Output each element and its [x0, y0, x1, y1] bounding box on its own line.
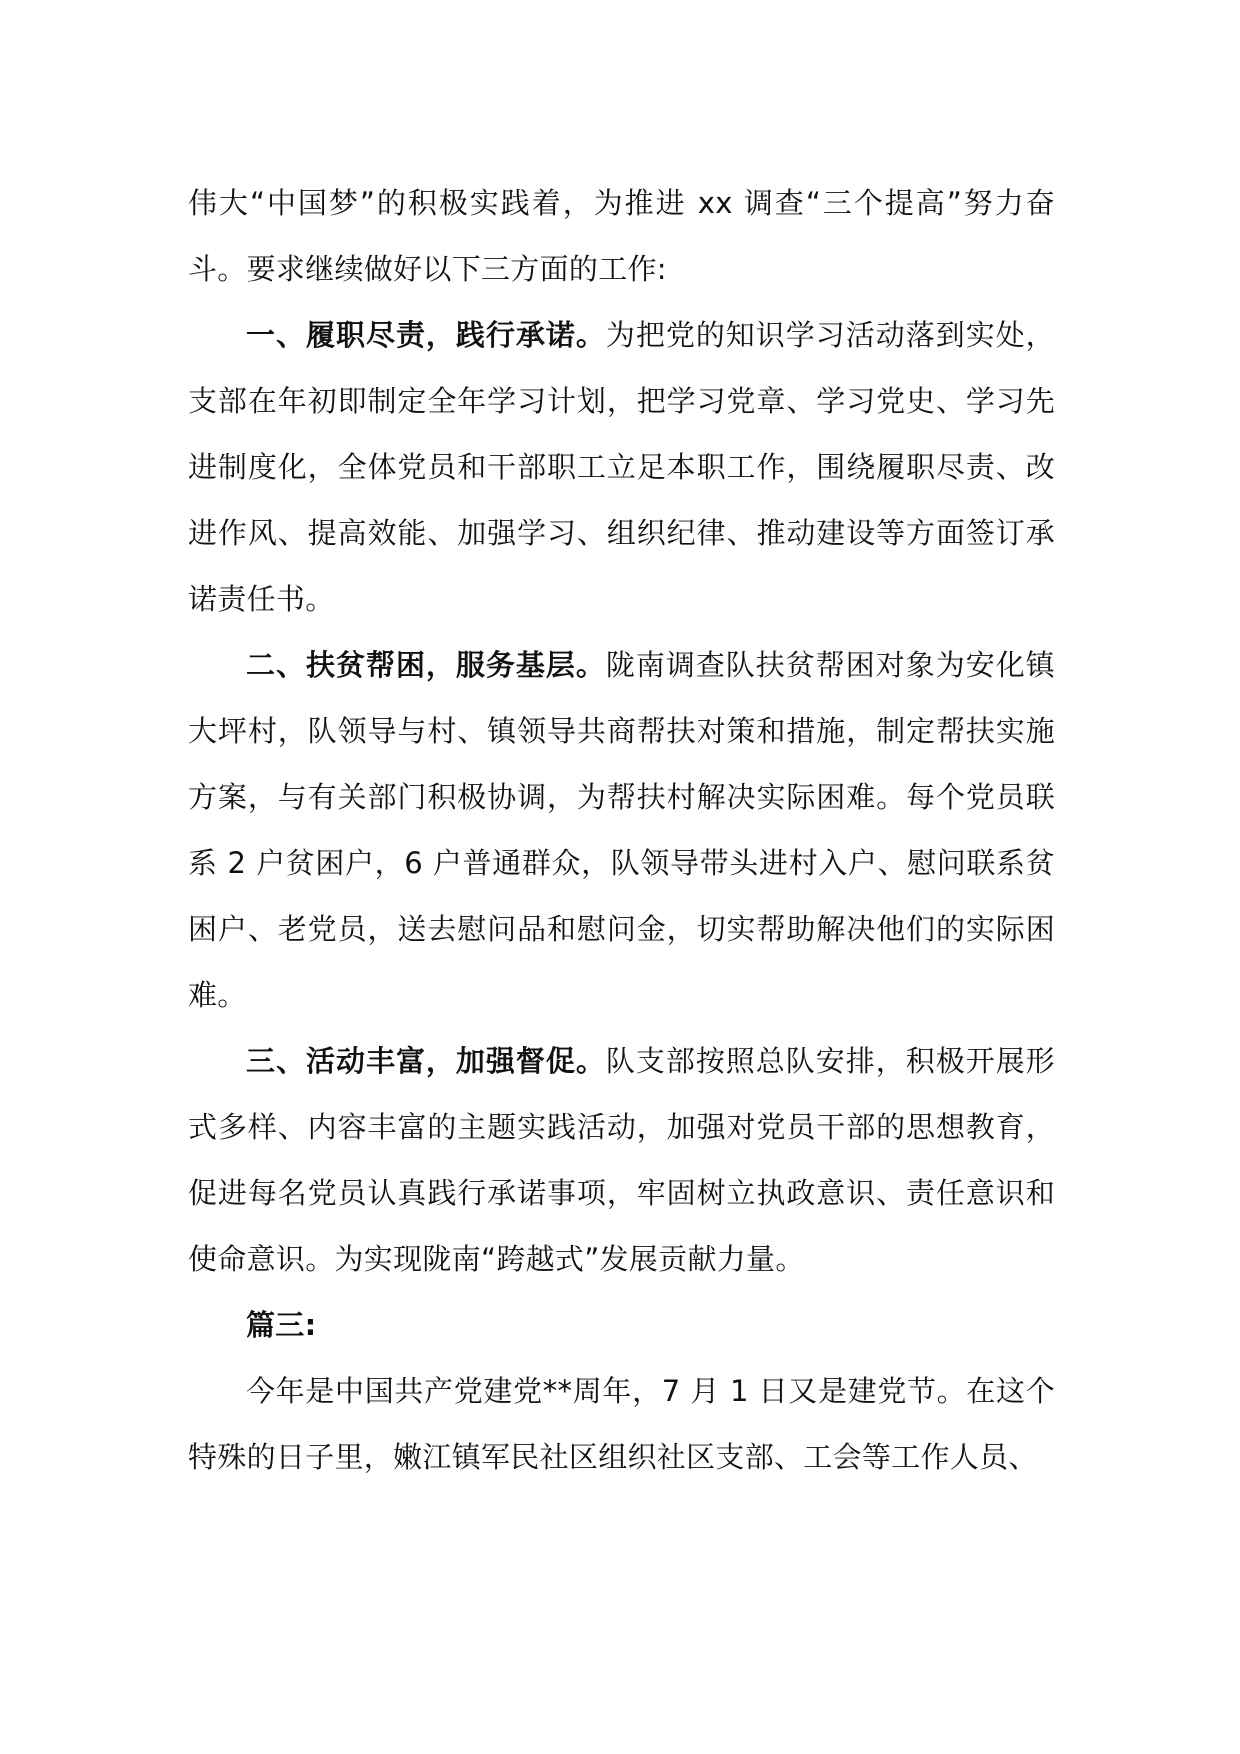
paragraph-text: 今年是中国共产党建党**周年，7 月 1 日又是建党节。在这个特殊的日子里，嫩江镇军民社区组织社区支部、工会等工作人员、 [188, 1374, 1055, 1474]
paragraph-text: 为把党的知识学习活动落到实处，支部在年初即制定全年学习计划，把学习党章、学习党史、学习先进制度化，全体党员和干部职工立足本职工作，围绕履职尽责、改进作风、提高效能、加强学习、组织纪律、推动建设等方面签订承诺责任书。 [188, 318, 1055, 616]
paragraph-section-one [188, 302, 1055, 632]
article-heading [188, 1292, 1055, 1358]
article-title: 篇三: [246, 1308, 317, 1342]
paragraph-text: 陇南调查队扶贫帮困对象为安化镇大坪村，队领导与村、镇领导共商帮扶对策和措施，制定帮扶实施方案，与有关部门积极协调，为帮扶村解决实际困难。每个党员联系 2 户贫困户，6 户普通群众，队领导带头进村入户、慰问联系贫困户、老党员，送去慰问品和慰问金，切实帮助解决他们的实际困难。 [188, 648, 1055, 1012]
paragraph-section-two [188, 632, 1055, 1028]
section-heading: 三、活动丰富，加强督促。 [246, 1044, 606, 1078]
document-body [188, 170, 1055, 1490]
paragraph-text: 队支部按照总队安排，积极开展形式多样、内容丰富的主题实践活动，加强对党员干部的思想教育，促进每名党员认真践行承诺事项，牢固树立执政意识、责任意识和使命意识。为实现陇南“跨越式”发展贡献力量。 [188, 1044, 1055, 1276]
section-heading: 二、扶贫帮困，服务基层。 [246, 648, 606, 682]
paragraph-text: 伟大“中国梦”的积极实践着，为推进 xx 调查“三个提高”努力奋斗。要求继续做好以下三方面的工作: [188, 186, 1055, 286]
paragraph-continuation [188, 170, 1055, 302]
section-heading: 一、履职尽责，践行承诺。 [246, 318, 606, 352]
paragraph-article-three-intro [188, 1358, 1055, 1490]
paragraph-section-three [188, 1028, 1055, 1292]
